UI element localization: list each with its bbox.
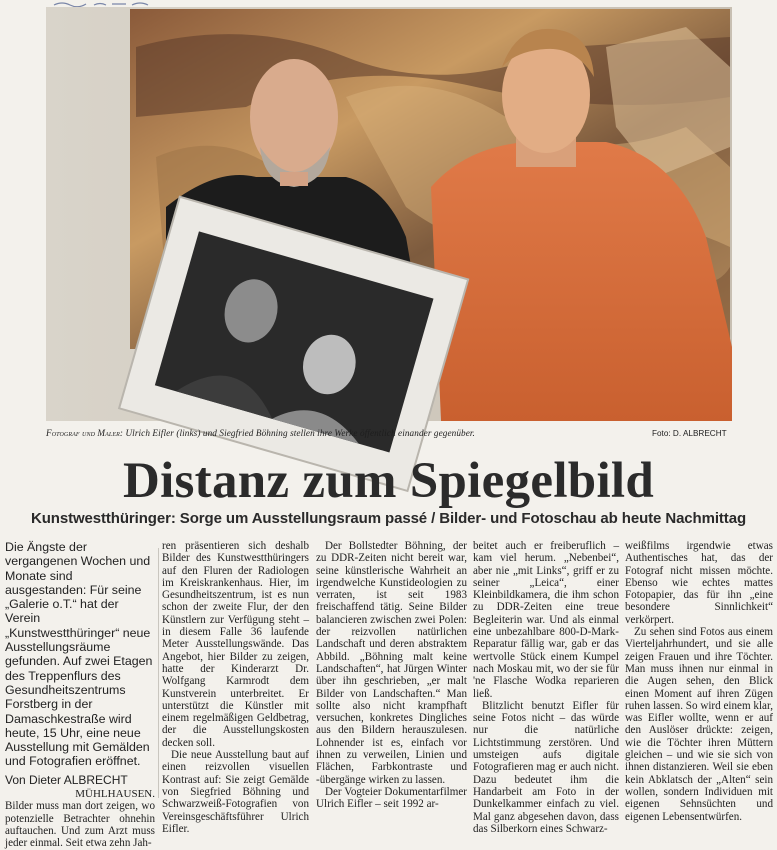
article-column-2 — [162, 540, 309, 835]
photo-credit: Foto: D. ALBRECHT — [652, 429, 727, 438]
headline: Distanz zum Spiegelbild — [122, 453, 655, 509]
body-paragraph: ren präsentieren sich deshalb Bilder des Kunstwestthüringers auf den Fluren der Radiologen im Kreiskrankenhaus. Hier, im Gesundheitszentrum, ist es nun schon der zweite Flur, der den Künstlern zur Verfügung steht – in diesem Falle 36 laufende Meter Ausstellungswände. Das Angebot, hier Bilder zu zeigen, hatte der Kinderarzt Dr. Wolfgang Karmrodt dem Kunstverein unterbreitet. Er unterstützt die Künstler mit einem regelmäßigen Geldbetrag, der die Ausstellungskosten decken soll. — [162, 540, 309, 749]
body-paragraph: Zu sehen sind Fotos aus einem Vierteljahrhundert, und sie alle zeigen Frauen und ihre Töchter. Man muss ihnen nur einmal in die Augen sehen, den Blick einen Moment auf ihren Zügen ruhen lassen. So wird einem klar, was Eifler wollte, wenn er auf den Auslöser drückte: zeigen, wie die Töchter ihren Müttern gleichen – und wie sie sich von ihnen distanzieren. Weil sie eben kein Abklatsch der „Alten“ sein wollen, sondern Individuen mit eigenen Sehnsüchten und eigenen Lebensentwürfen. — [625, 626, 773, 823]
dateline: MÜHLHAUSEN. — [75, 788, 155, 801]
author-line: Von Dieter ALBRECHT — [5, 772, 128, 787]
article-photo — [46, 7, 732, 421]
body-paragraph: Blitzlicht benutzt Eifler für seine Fotos nicht – das würde nur die natürliche Lichtstimmung zerstören. Und umsteigen aufs digitale Fotografieren mag er auch nicht. Dazu bedeutet ihm die Handarbeit am Foto in der Dunkelkammer einfach zu viel. Mal ganz abgesehen davon, dass das Silberkorn eines Schwarz- — [473, 699, 619, 835]
body-paragraph: weißfilms irgendwie etwas Authentisches hat, das der Fotograf nicht missen möchte. Ebenso wie echtes mattes Fotopapier, das für ihn „eine besondere Sinnlichkeit“ verkörpert. — [625, 540, 773, 626]
caption-text: Ulrich Eifler (links) und Siegfried Böhning stellen ihre Werke öffentlich einander gegenüber. — [123, 428, 475, 438]
body-paragraph: Die neue Ausstellung baut auf einen reizvollen visuellen Kontrast auf: Sie zeigt Gemälde von Siegfried Böhning und Schwarzweiß-Fotografien von Vereinsgeschäftsführer Ulrich Eifler. — [162, 749, 309, 835]
article-column-4 — [473, 540, 619, 835]
article-column-5 — [625, 540, 773, 823]
photo-caption — [46, 428, 616, 438]
article-column-1 — [5, 540, 155, 850]
article-column-3 — [316, 540, 467, 811]
body-paragraph: Der Vogteier Dokumentarfilmer Ulrich Eifler – seit 1992 ar- — [316, 785, 467, 811]
intro-paragraph: Die Ängste der vergangenen Wochen und Monate sind ausgestanden: Für seine „Galerie o.T.“ hat der Verein „Kunstwestthüringer“ neue Ausstellungsräume gefunden. Auf zwei Etagen des Treppenflurs des Gesundheitszentrums Forstberg in der Damaschkestraße wird heute, 15 Uhr, eine neue Ausstellung mit Gemälden und Fotografien eröffnet. — [5, 540, 153, 769]
body-paragraph: Der Bollstedter Böhning, der zu DDR-Zeiten nicht bereit war, seine künstlerische Wahrheit an irgendwelche Kunstideologien zu verraten, ist seit 1983 freischaffend tätig. Seine Bilder balancieren zwischen zwei Polen: der reizvollen natürlichen Landschaft und deren abstraktem Abbild. „Böhning malt keine Landschaften“, hat Jürgen Winter über ihn geschrieben, „er malt Bilder von Landschaften.“ Man sollte also nicht krampfhaft versuchen, konkretes Dingliches aus den Bildern herauszulesen. Lohnender ist es, einfach vor ihnen zu verweilen, Linien und Flächen, Farbkontraste und -übergänge wirken zu lassen. — [316, 540, 467, 786]
caption-lead: Fotograf und Maler: — [46, 428, 124, 438]
body-paragraph: Bilder muss man dort zeigen, wo potenzielle Betrachter ohnehin auftauchen. Und zum Arzt muss jeder einmal. Seit etwa zehn Jah- — [5, 800, 155, 850]
subheadline: Kunstwestthüringer: Sorge um Ausstellungsraum passé / Bilder- und Fotoschau ab heute Nachmittag — [30, 510, 747, 527]
body-paragraph: beitet auch er freiberuflich – kam viel herum. „Nebenbei“, aber nie „mit Links“, griff er zu seiner „Leica“, einer Kleinbildkamera, die ihm schon zu DDR-Zeiten eine treue Begleiterin war. Und als einmal eine unbezahlbare 800-D-Mark-Reparatur fällig war, gab er das wertvolle Stück einem Kumpel nach Moskau mit, wo der sie für 'ne Flasche Wodka reparieren ließ. — [473, 540, 619, 700]
column-divider — [158, 548, 159, 798]
